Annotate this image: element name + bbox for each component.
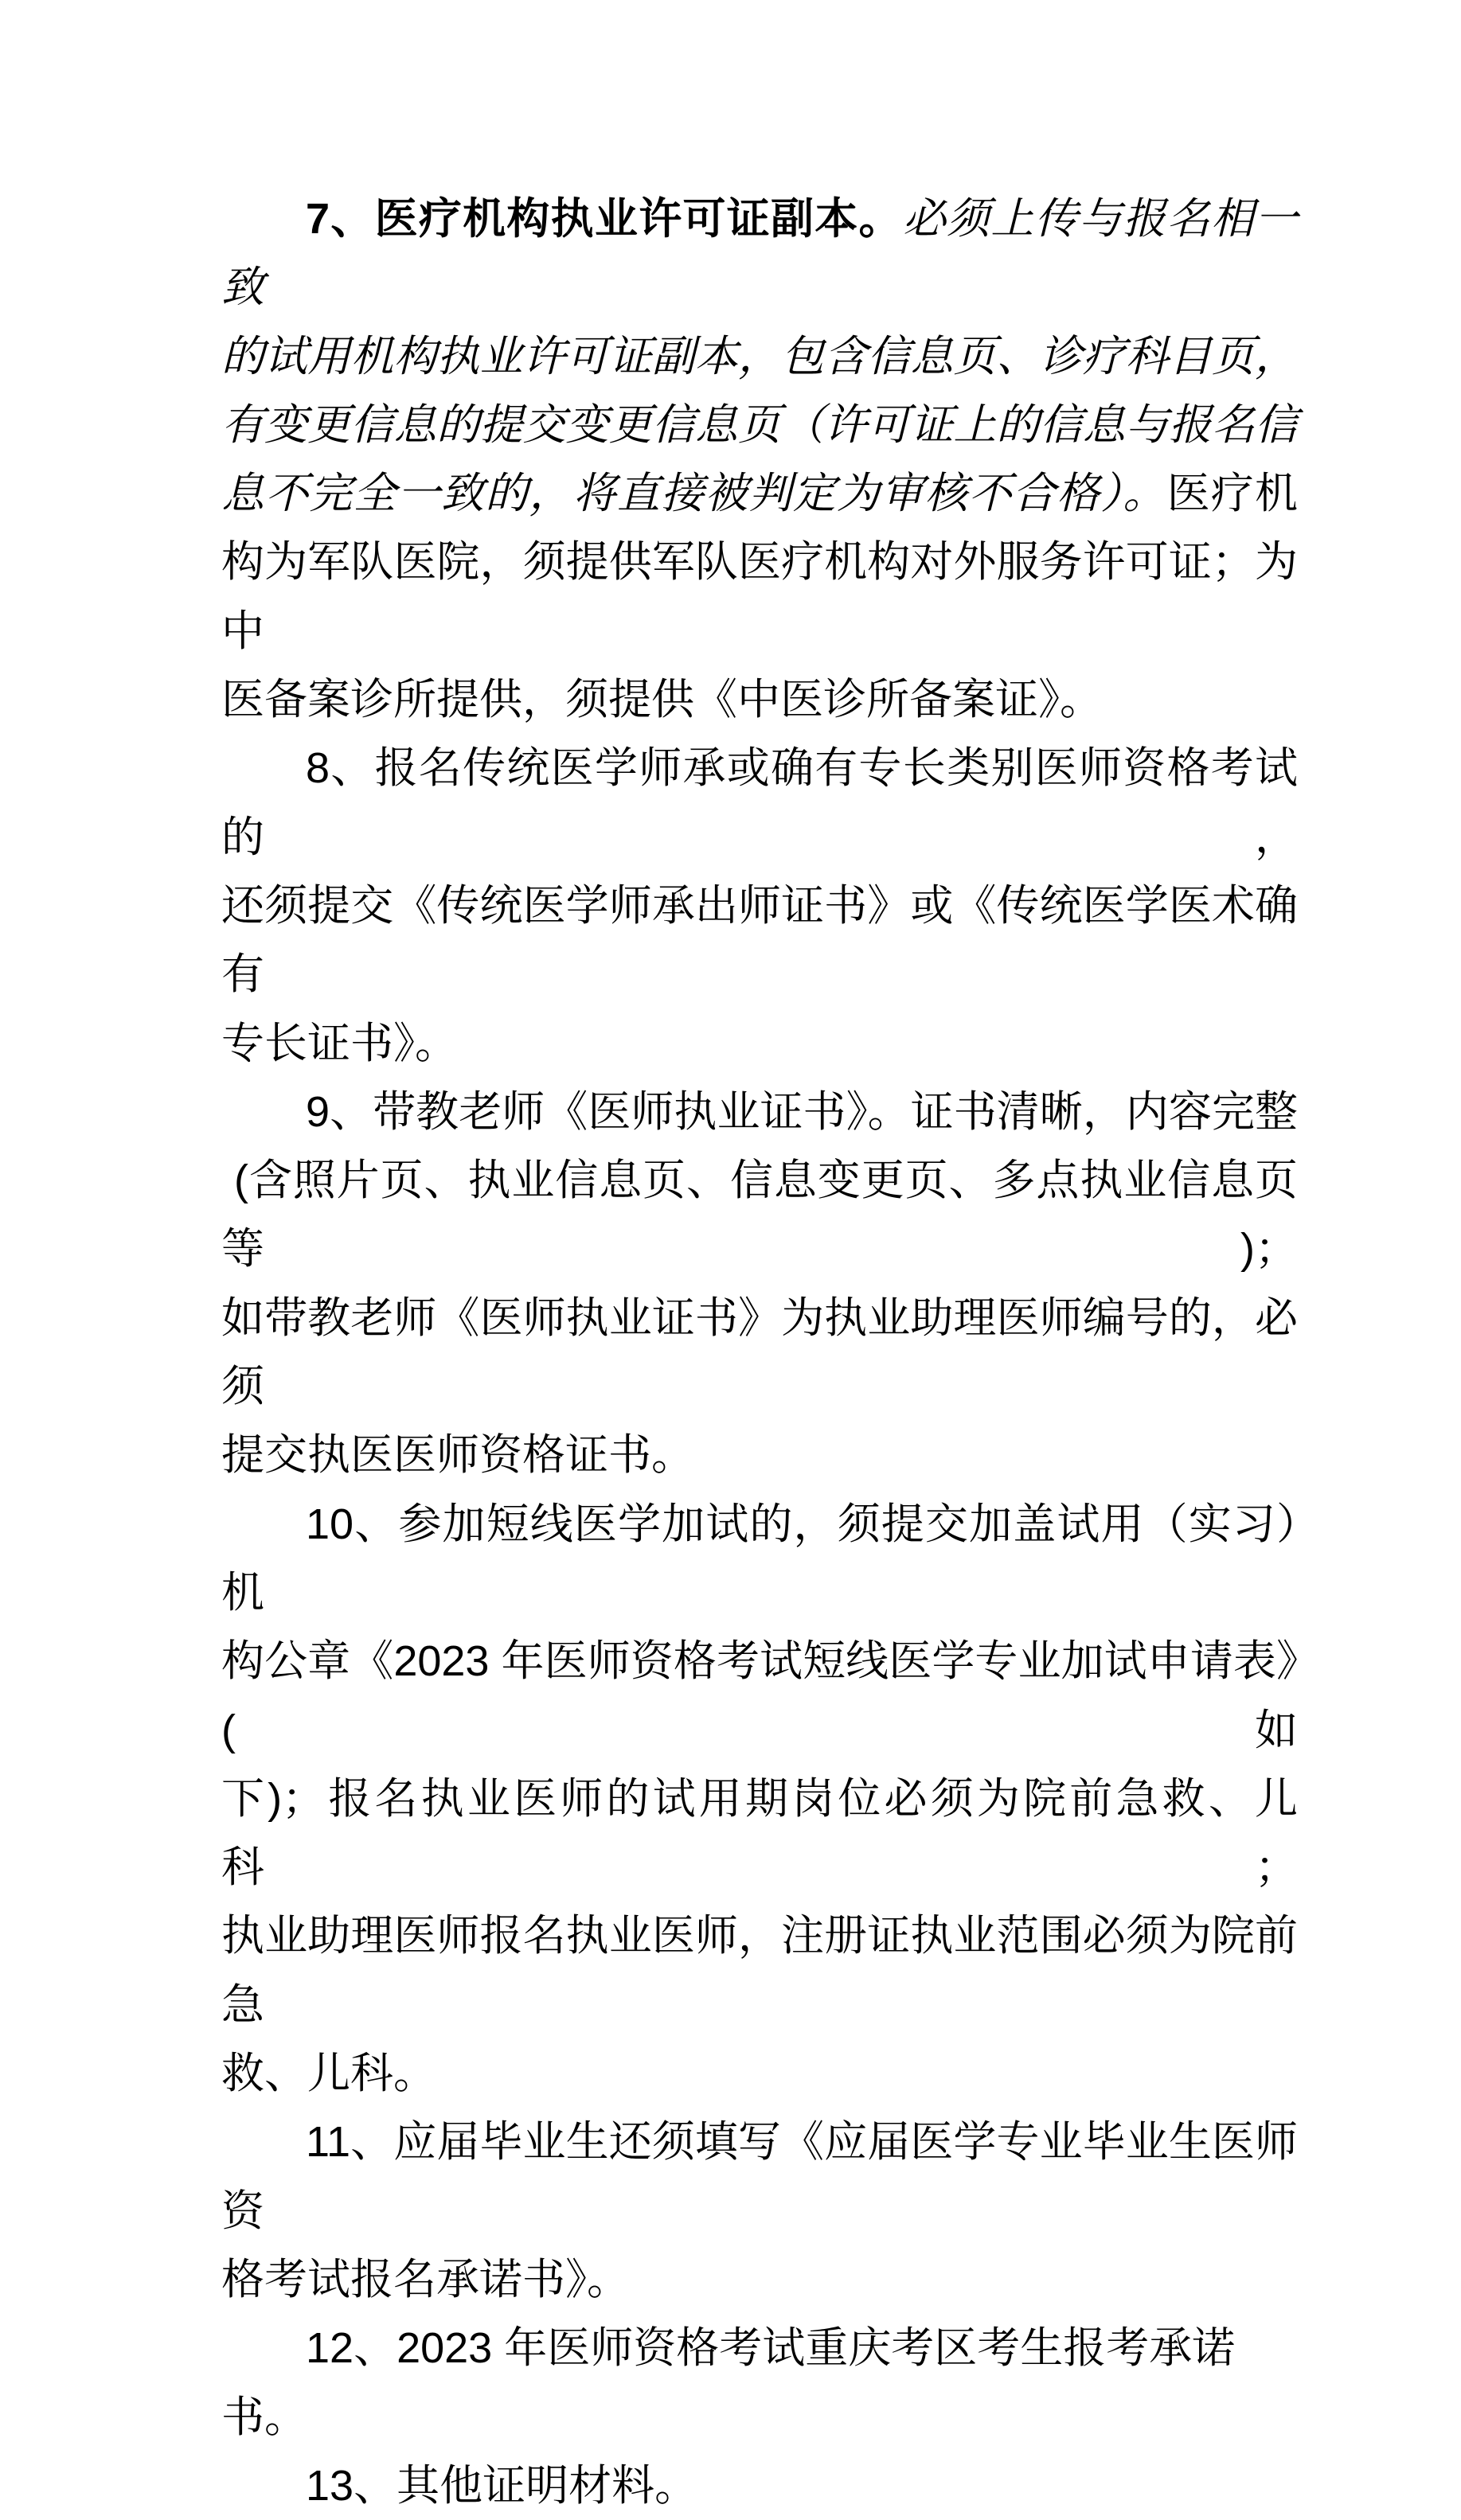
text-run-sans: 提交执医医师资格证书。 [221,1431,694,1480]
text-run-sans: 下)；报名执业医师的试用期岗位必须为院前急救、儿科； [221,1774,1298,1892]
text-line [221,391,1298,459]
text-run-kaiti: 的试用机构执业许可证副本，包含信息页、诊疗科目页， [221,332,1298,380]
text-line [221,1765,1298,1902]
text-line [221,1902,1298,2039]
text-line [221,459,1298,528]
text-line [221,185,1298,322]
text-run-sans: 格考试报名承诺书》。 [221,2255,630,2303]
text-run-sans: 还须提交《传统医学师承出师证书》或《传统医学医术确有 [221,881,1298,999]
paragraph-item-9 [221,1078,1298,1490]
text-run-sans: 专长证书》。 [221,1019,458,1067]
text-line [221,665,1298,734]
text-line [221,2452,1298,2520]
text-line [221,1627,1298,1765]
text-run-sans: (含照片页、执业信息页、信息变更页、多点执业信息页等)； [221,1157,1298,1274]
text-line [221,1009,1298,1078]
text-run-bold: 7、医疗机构执业许可证副本。 [306,195,903,243]
text-run-sans: 医备案诊所提供，须提供《中医诊所备案证》。 [221,676,1103,724]
text-run-sans: 11、应届毕业生还须填写《应届医学专业毕业生医师资 [221,2118,1298,2235]
paragraph-item-8 [221,734,1298,1077]
paragraph-item-10 [221,1490,1298,2108]
text-line [221,1421,1298,1489]
text-line [221,528,1298,665]
text-line [221,322,1298,391]
paragraph-item-12 [221,2314,1298,2452]
document-body [221,185,1298,2520]
text-line [221,2245,1298,2314]
text-run-sans: 医疗机 [1166,470,1299,518]
paragraph-item-11 [221,2108,1298,2314]
text-run-sans: 执业助理医师报名执业医师，注册证执业范围必须为院前急 [221,1912,1298,2029]
text-run-sans: 构公章《2023 年医师资格考试短线医学专业加试申请表》(如 [221,1637,1298,1754]
text-line [221,1284,1298,1422]
text-line [221,1078,1298,1146]
text-run-sans: 救、儿科。 [221,2050,436,2098]
text-line [221,734,1298,872]
text-line [221,1146,1298,1284]
text-line [221,1490,1298,1628]
text-run-sans: 12、2023 年医师资格考试重庆考区考生报考承诺书。 [221,2324,1236,2441]
text-run-sans: 如带教老师《医师执业证书》为执业助理医师编号的，必须 [221,1293,1298,1411]
text-line [221,872,1298,1009]
text-line [221,2108,1298,2245]
text-run-kaiti: 有变更信息的提交变更信息页（许可证上的信息与报名信 [221,400,1298,449]
text-run-sans: 9、带教老师《医师执业证书》。证书清晰，内容完整 [306,1087,1298,1136]
text-run-sans: 10、参加短线医学加试的，须提交加盖试用（实习）机 [221,1500,1298,1617]
text-run-sans: 构为军队医院，须提供军队医疗机构对外服务许可证；为中 [221,538,1298,655]
paragraph-item-13 [221,2452,1298,2520]
text-run-sans: 8、报名传统医学师承或确有专长类别医师资格考试的， [221,744,1298,861]
text-run-sans: 13、其他证明材料。 [306,2461,698,2510]
text-line [221,2314,1298,2452]
paragraph-item-7 [221,185,1298,734]
text-run-kaiti: 必须上传与报名相一致 [221,195,1299,312]
text-line [221,2039,1298,2108]
text-run-kaiti: 息不完全一致的，将直接被判定为审核不合格）。 [221,470,1167,518]
